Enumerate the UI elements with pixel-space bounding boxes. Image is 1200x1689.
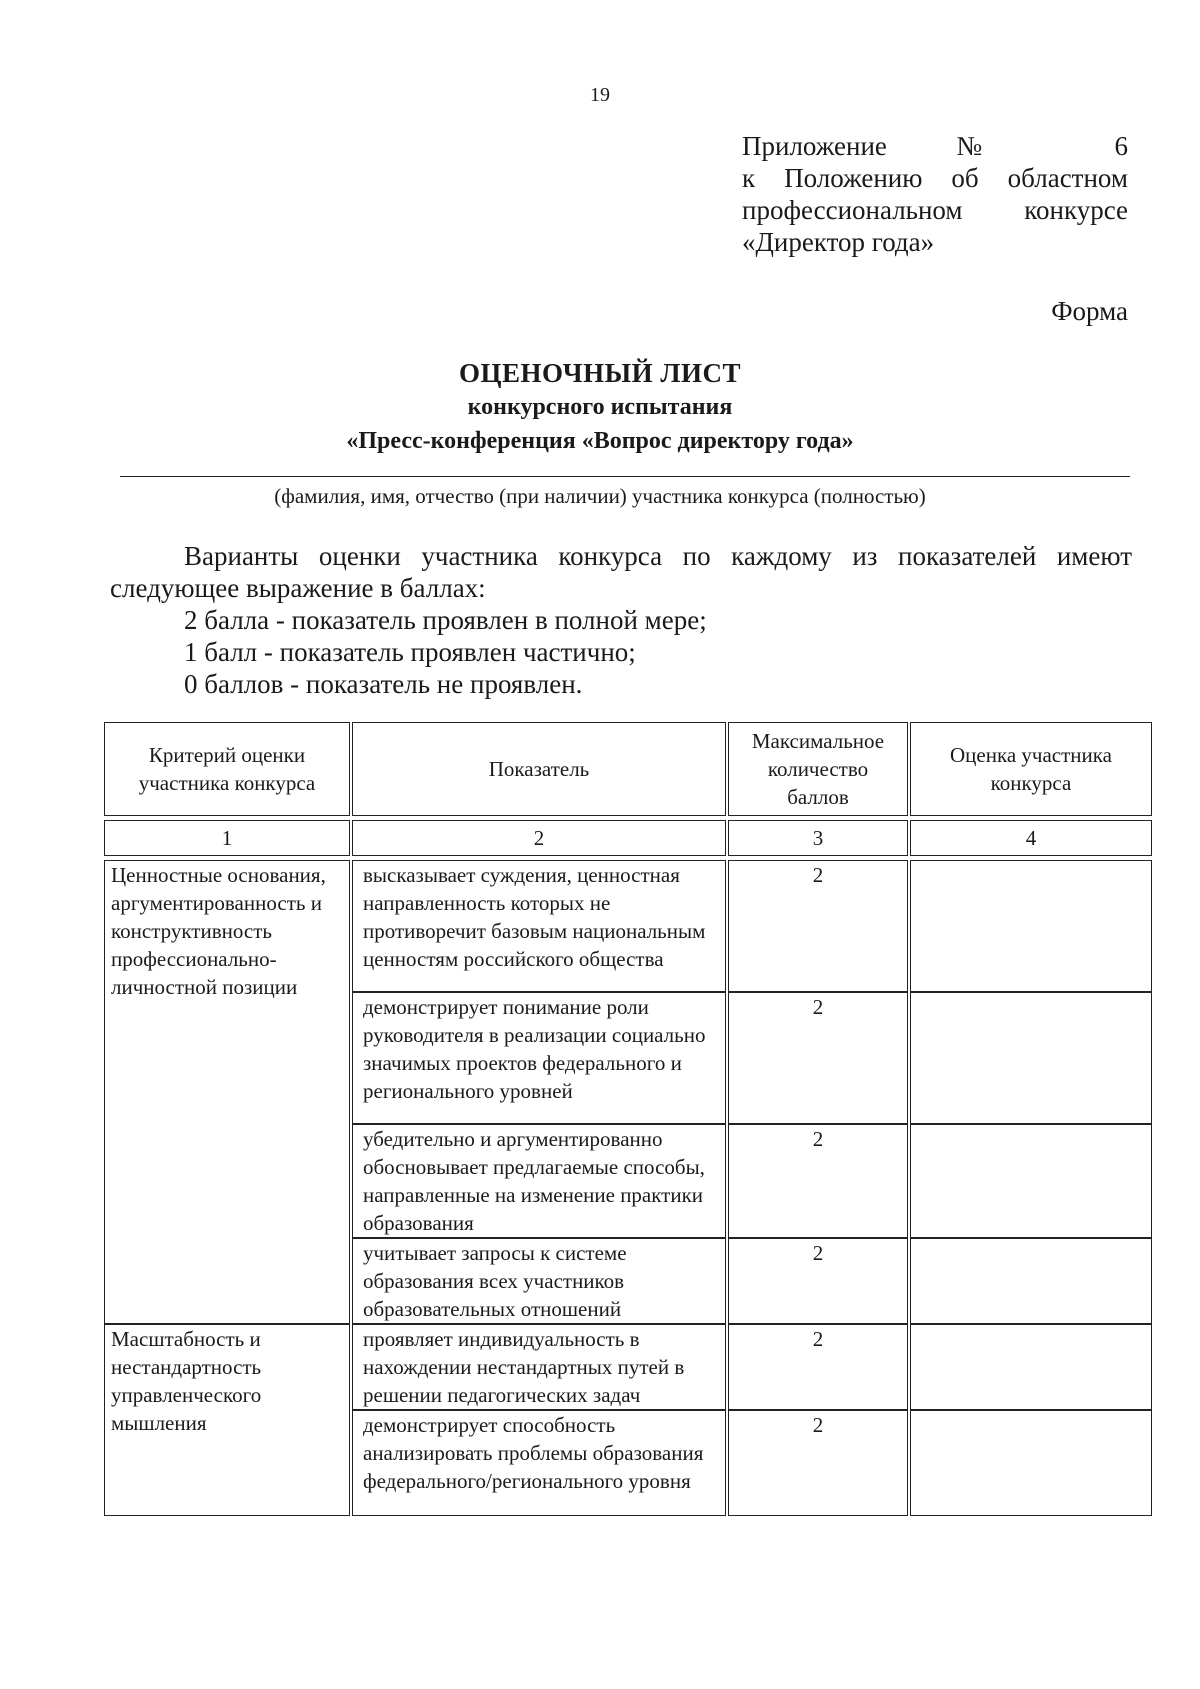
participant-score-cell[interactable] [910,1324,1152,1410]
title-subtitle: «Пресс-конференция «Вопрос директору года» [346,428,854,454]
form-label: Форма [1051,296,1128,326]
page-number: 19 [590,84,610,106]
table-header-row [104,722,1152,816]
title-subtitle: конкурсного испытания [467,394,733,420]
max-score-cell: 2 [728,1124,908,1238]
participant-name-line [120,476,1130,477]
max-score-cell: 2 [728,1324,908,1410]
assessment-table-wrapper [102,722,1152,1516]
criterion-cell: Масштабность и нестандартность управленческого мышления [104,1324,350,1516]
max-score-cell: 2 [728,1410,908,1516]
header-max-score: Максимальное количество баллов [728,722,908,816]
scoring-option: 1 балл - показатель проявлен частично; [184,637,636,667]
max-score-cell: 2 [728,860,908,992]
document-title [0,356,1200,458]
indicator-cell: проявляет индивидуальность в нахождении нестандартных путей в решении педагогических задач [352,1324,726,1410]
appendix-line: профессиональном конкурсе [742,195,1128,225]
participant-score-cell[interactable] [910,1124,1152,1238]
table-row [104,860,1152,992]
participant-score-cell[interactable] [910,992,1152,1124]
indicator-cell: демонстрирует способность анализировать проблемы образования федерального/регионального уровня [352,1410,726,1516]
column-number: 3 [728,820,908,856]
participant-score-cell[interactable] [910,1410,1152,1516]
appendix-note [742,130,1128,258]
header-criterion: Критерий оценки участника конкурса [104,722,350,816]
intro-paragraph: Варианты оценки участника конкурса по каждому из показателей имеют следующее выражение в баллах: [110,541,1132,603]
max-score-cell: 2 [728,992,908,1124]
participant-name-caption: (фамилия, имя, отчество (при наличии) участника конкурса (полностью) [274,484,926,508]
scoring-option: 0 баллов - показатель не проявлен. [184,669,583,699]
title-main: ОЦЕНОЧНЫЙ ЛИСТ [458,358,742,388]
column-number-row [104,820,1152,856]
indicator-cell: высказывает суждения, ценностная направленность которых не противоречит базовым национальным ценностям российского общества [352,860,726,992]
max-score-cell: 2 [728,1238,908,1324]
indicator-cell: учитывает запросы к системе образования всех участников образовательных отношений [352,1238,726,1324]
scoring-option: 2 балла - показатель проявлен в полной мере; [184,605,707,635]
column-number: 4 [910,820,1152,856]
indicator-cell: демонстрирует понимание роли руководителя в реализации социально значимых проектов федерального и регионального уровней [352,992,726,1124]
criterion-cell: Ценностные основания, аргументированность и конструктивность профессионально-личностной позиции [104,860,350,1324]
table-row [104,1324,1152,1410]
appendix-line: к Положению об областном [742,163,1128,193]
column-number: 2 [352,820,726,856]
appendix-line: «Директор года» [742,227,935,257]
appendix-line: Приложение № 6 [742,131,1128,161]
assessment-table [102,722,1154,1516]
column-number: 1 [104,820,350,856]
indicator-cell: убедительно и аргументированно обосновывает предлагаемые способы, направленные на изменение практики образования [352,1124,726,1238]
participant-score-cell[interactable] [910,1238,1152,1324]
header-participant-score: Оценка участника конкурса [910,722,1152,816]
header-indicator: Показатель [352,722,726,816]
participant-score-cell[interactable] [910,860,1152,992]
scoring-intro [110,540,1132,700]
